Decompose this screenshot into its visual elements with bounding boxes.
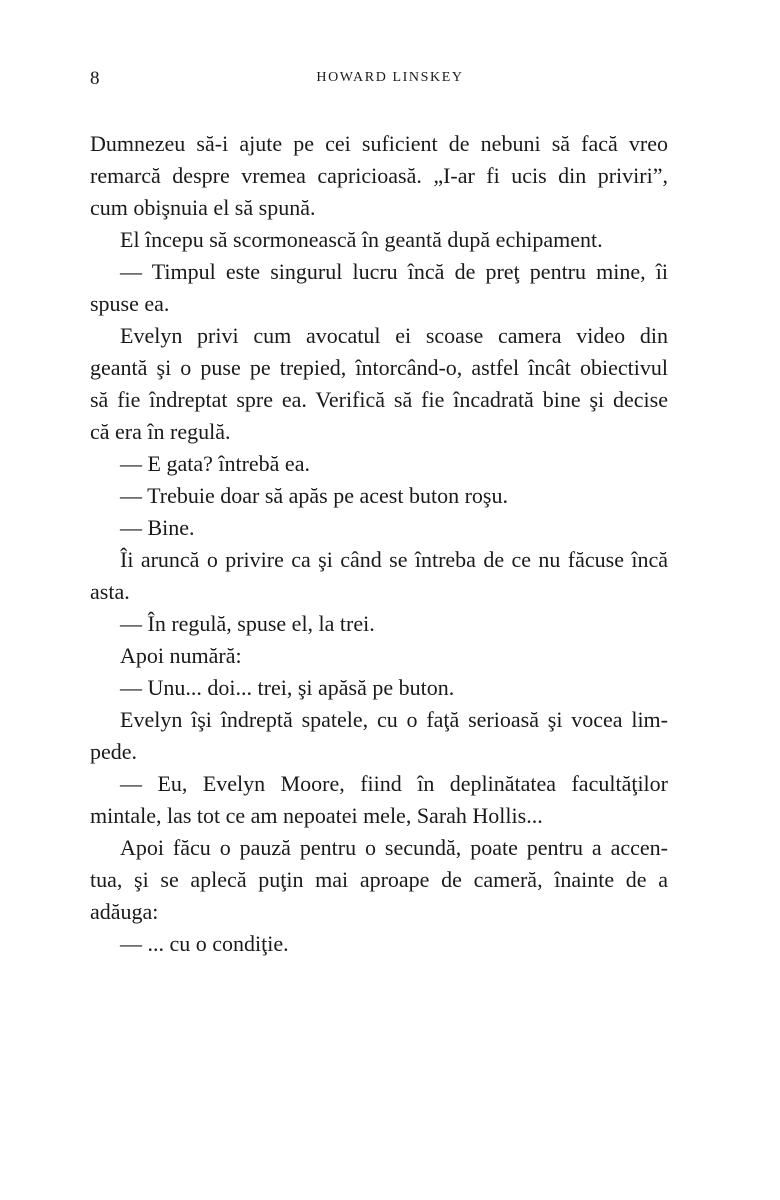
text-line: remarcă despre vremea capricioasă. „I-ar fi ucis din priviri”, [90,163,668,188]
text-line: — În regulă, spuse el, la trei. [120,611,375,636]
text-line: — Trebuie doar să apăs pe acest buton roşu. [120,483,508,508]
text-line: — Timpul este singurul lucru încă de preţ pentru mine, îi [120,259,668,284]
text-line: cum obişnuia el să spună. [90,195,316,220]
paragraph [90,544,668,608]
text-line: asta. [90,579,130,604]
text-line: — Unu... doi... trei, şi apăsă pe buton. [120,675,455,700]
paragraph [90,512,668,544]
paragraph [90,480,668,512]
paragraph [90,128,668,224]
text-line: — ... cu o condiţie. [120,931,289,956]
text-line: pede. [90,739,138,764]
text-line: Evelyn îşi îndreptă spatele, cu o faţă serioasă şi vocea lim- [120,707,668,732]
text-line: Îi aruncă o privire ca şi când se întreba de ce nu făcuse încă [120,547,668,572]
paragraph [90,640,668,672]
paragraph [90,320,668,448]
text-line: adăuga: [90,899,159,924]
paragraph [90,448,668,480]
text-line: spuse ea. [90,291,170,316]
text-line: geantă şi o puse pe trepied, întorcând-o, astfel încât obiectivul [90,355,668,380]
paragraph [90,832,668,928]
text-line: — Bine. [120,515,195,540]
text-line: Apoi făcu o pauză pentru o secundă, poate pentru a accen- [120,835,668,860]
paragraph [90,704,668,768]
text-line: mintale, las tot ce am nepoatei mele, Sarah Hollis... [90,803,543,828]
text-line: tua, şi se aplecă puţin mai aproape de cameră, înainte de a [90,867,668,892]
page-number: 8 [90,68,100,89]
text-line: că era în regulă. [90,419,231,444]
body-text [90,128,668,960]
paragraph [90,608,668,640]
text-line: El începu să scormonească în geantă după echipament. [120,227,603,252]
text-line: — Eu, Evelyn Moore, fiind în deplinătatea facultăţilor [120,771,668,796]
paragraph [90,768,668,832]
text-line: Apoi numără: [120,643,242,668]
text-line: să fie îndreptat spre ea. Verifică să fie încadrată bine şi decise [90,387,668,412]
paragraph [90,928,668,960]
running-head-author: HOWARD LINSKEY [316,70,464,85]
paragraph [90,224,668,256]
text-line: Evelyn privi cum avocatul ei scoase camera video din [120,323,668,348]
text-line: Dumnezeu să-i ajute pe cei suficient de nebuni să facă vreo [90,131,668,156]
paragraph [90,672,668,704]
text-line: — E gata? întrebă ea. [120,451,310,476]
paragraph [90,256,668,320]
